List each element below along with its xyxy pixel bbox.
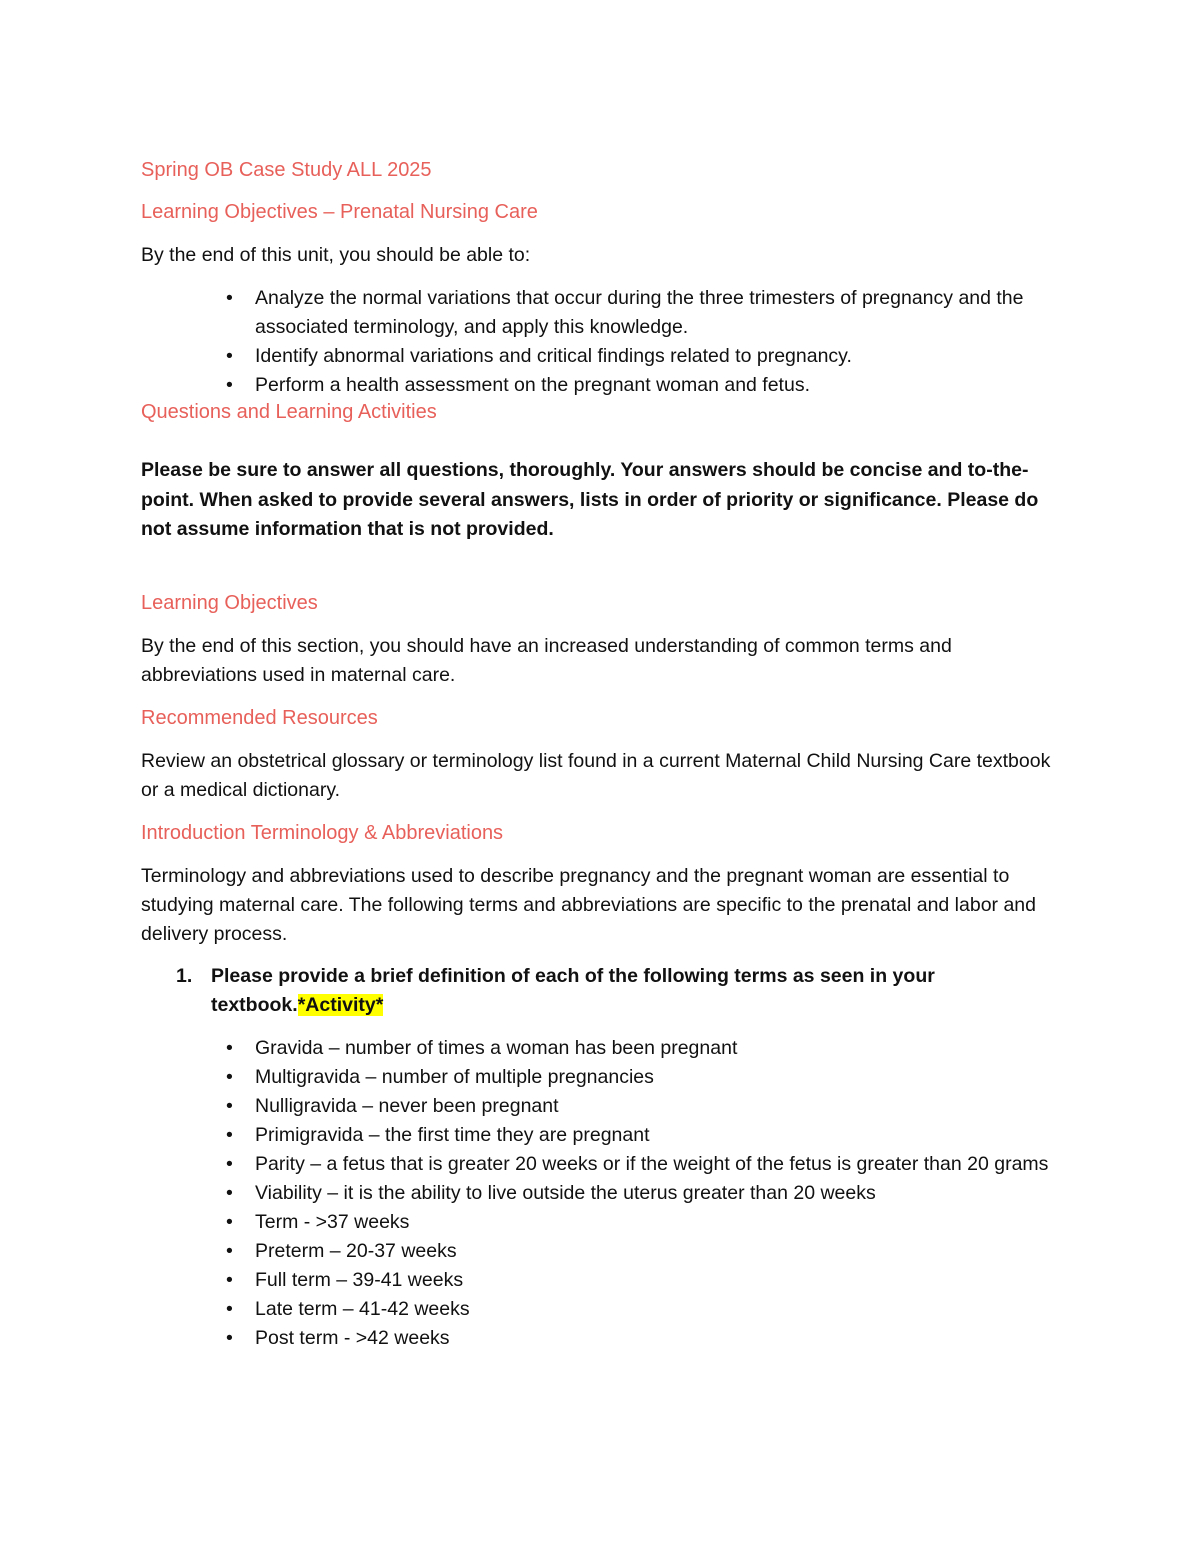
bullet-icon: • [226,1326,233,1349]
section-objectives-heading: Learning Objectives [141,591,318,614]
objectives-list [141,284,1061,400]
list-item: • Late term – 41-42 weeks [255,1295,1061,1324]
list-item: • Multigravida – number of multiple pregnancies [255,1063,1061,1092]
resources-text: Review an obstetrical glossary or terminology list found in a current Maternal Child Nursing Care textbook or a medical dictionary. [141,749,1051,801]
instructions-text: Please be sure to answer all questions, thoroughly. Your answers should be concise and to-the-point. When asked to provide several answers, lists in order of priority or significance. Please do not assume information that is not provided. [141,459,1039,540]
intro-heading: Introduction Terminology & Abbreviations [141,821,504,844]
section-objectives-text: By the end of this section, you should have an increased understanding of common terms and abbreviations used in maternal care. [141,634,952,686]
intro-text: Terminology and abbreviations used to describe pregnancy and the pregnant woman are essential to studying maternal care. The following terms and abbreviations are specific to the prenatal and labor and delivery process. [141,864,1036,945]
resources-heading: Recommended Resources [141,706,378,729]
question-number: 1. [176,964,193,987]
bullet-icon: • [226,1268,233,1291]
list-item: • Identify abnormal variations and critical findings related to pregnancy. [255,342,1061,371]
list-item: • Perform a health assessment on the pregnant woman and fetus. [255,371,1061,400]
terms-list [141,1034,1061,1353]
list-item: • Term - >37 weeks [255,1208,1061,1237]
objectives-intro: By the end of this unit, you should be able to: [141,244,531,266]
questions-heading: Questions and Learning Activities [141,401,437,423]
list-item: • Viability – it is the ability to live outside the uterus greater than 20 weeks [255,1179,1061,1208]
bullet-icon: • [226,374,233,396]
bullet-icon: • [226,345,233,367]
bullet-icon: • [226,1239,233,1262]
bullet-icon: • [226,1094,233,1117]
document-content [141,156,1061,1353]
list-item: • Gravida – number of times a woman has been pregnant [255,1034,1061,1063]
bullet-icon: • [226,1123,233,1146]
bullet-icon: • [226,1210,233,1233]
bullet-icon: • [226,287,233,309]
list-item: • Preterm – 20-37 weeks [255,1237,1061,1266]
list-item: • Primigravida – the first time they are pregnant [255,1121,1061,1150]
bullet-icon: • [226,1065,233,1088]
bullet-icon: • [226,1181,233,1204]
activity-tag: *Activity* [297,993,384,1016]
list-item: • Nulligravida – never been pregnant [255,1092,1061,1121]
question-text: Please provide a brief definition of each of the following terms as seen in your textbook. [211,964,935,1016]
list-item: • Post term - >42 weeks [255,1324,1061,1353]
bullet-icon: • [226,1036,233,1059]
list-item: • Analyze the normal variations that occur during the three trimesters of pregnancy and the associated terminology, and apply this knowledge. [255,284,1061,342]
question-list [141,962,1061,1020]
objectives-heading: Learning Objectives – Prenatal Nursing Care [141,201,538,223]
list-item: • Full term – 39-41 weeks [255,1266,1061,1295]
list-item: • Parity – a fetus that is greater 20 weeks or if the weight of the fetus is greater than 20 grams [255,1150,1061,1179]
document-title: Spring OB Case Study ALL 2025 [141,159,432,181]
bullet-icon: • [226,1152,233,1175]
bullet-icon: • [226,1297,233,1320]
question-item [176,962,1061,1020]
